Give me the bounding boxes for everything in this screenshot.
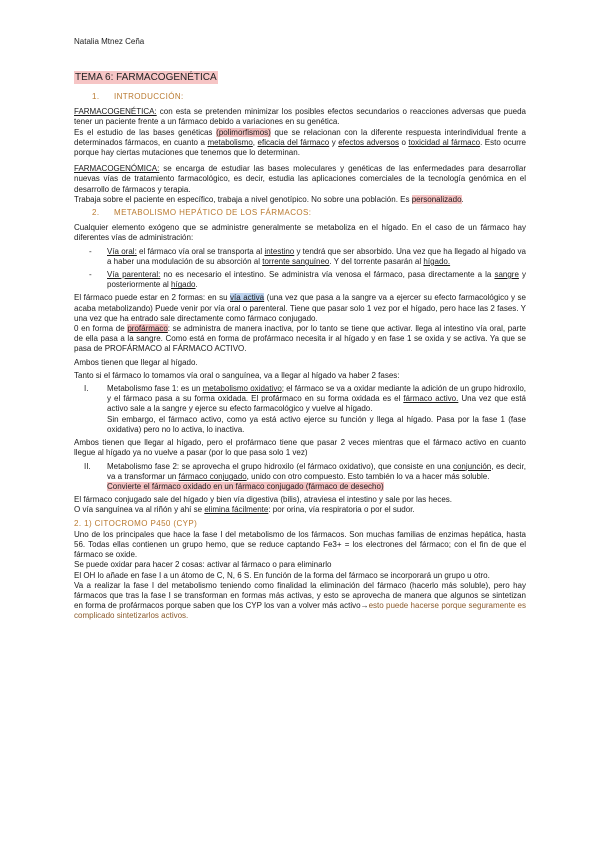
underline-intestino: intestino <box>264 246 295 256</box>
document-content <box>74 71 526 625</box>
paragraph-text: . <box>195 280 198 290</box>
section-number: 2. <box>92 208 100 218</box>
underline-metabolismo: metabolismo <box>207 137 253 147</box>
paragraph-profarmaco-dos-veces: Ambos tienen que llegar al hígado, pero el profármaco tiene que pasar 2 veces mientras que el fármaco activo en cuanto llegue al hígado ya no vuelve a pasar (por lo que pasa solo 1 vez) <box>74 438 526 458</box>
underline-sangre: sangre <box>494 270 519 280</box>
document-title: TEMA 6: FARMACOGENÉTICA <box>75 72 217 83</box>
paragraph-text: o <box>398 137 409 147</box>
underline-conjuncion: conjunción, <box>452 461 494 471</box>
paragraph-farmacogenetica <box>74 107 526 127</box>
paragraph-text: el fármaco vía oral se transporta al <box>136 246 265 256</box>
underline-toxicidad: toxicidad al fármaco <box>408 137 481 147</box>
paragraph-oxidar: Se puede oxidar para hacer 2 cosas: activar al fármaco o para eliminarlo <box>74 560 332 570</box>
paragraph-dos-fases: Tanto si el fármaco lo tomamos vía oral o sanguínea, va a llegar al hígado va haber 2 fases: <box>74 370 400 380</box>
underline-via-oral: Vía oral: <box>107 246 137 256</box>
paragraph-text: Va a realizar la fase I del metabolismo teniendo como finalidad la eliminación del fármaco (hacerlo más soluble), pero hay fármacos que tras la fase I se transforman en formas más activas, y esto se aprovecha de manera que algunos se sintetizan en forma de profármacos porque saben que los CYP los van a volver más activo <box>74 580 526 611</box>
paragraph-text: El fármaco puede estar en 2 formas: en su <box>74 293 231 303</box>
bullet-dash: - <box>89 270 92 280</box>
paragraph-text: . <box>461 194 464 204</box>
section-heading-citocromo: 2. 1) CITOCROMO P450 (CYP) <box>74 518 198 528</box>
paragraph-estudio-bases <box>74 128 526 159</box>
roman-numeral: II. <box>84 461 91 471</box>
paragraph-text: Una vez que está activo sale a la sangre y ejerce su efecto farmacológico y vuelve al hígado. <box>107 394 526 414</box>
paragraph-oh: El OH lo añade en fase I a un átomo de C, N, 6 S. En función de la forma del fármaco se incorporará un grupo u otro. <box>74 570 490 580</box>
roman-numeral: I. <box>84 384 89 394</box>
bullet-dash: - <box>89 246 92 256</box>
paragraph-formas-farmaco <box>74 293 526 324</box>
paragraph-text: se encarga de estudiar las bases moleculares y genéticas de las enfermedades para desarrollar nuevas vías de tratamiento farmacológico, es decir, estudia las aplicaciones comerciales de la tecnología genómica en el desarrollo de fármacos y terapia. <box>74 164 526 194</box>
term-farmacogenomica: FARMACOGENÓMICA: <box>74 164 160 174</box>
section-number: 1. <box>92 92 100 101</box>
paragraph-text: ; el fármaco se va a oxidar mediante la adición de un grupo hidroxilo, y el fármaco pasa a su forma oxidada. El profármaco en su forma oxidada es el <box>107 384 527 404</box>
paragraph-via-sanguinea <box>74 505 526 515</box>
underline-metabolismo-oxidativo: metabolismo oxidativo <box>202 384 282 394</box>
section-heading-introduccion <box>92 92 526 102</box>
paragraph-text: : se administra de manera inactiva, por lo tanto se tiene que activar. llega al intestino vía oral, parte de ella pasa a la sangre. Como está en forma de profármaco necesita ir al hígado y en fase 1 se oxida y se activa. Ya que se pasa de PROFÁRMACO al FÁRMACO ACTIVO. <box>74 324 527 354</box>
paragraph-text: con esta se pretenden minimizar los posibles efectos secundarios o reacciones adversas que pueda tener un paciente frente a un fármaco debido a variaciones en su genética. <box>74 107 526 127</box>
paragraph-text: Metabolismo fase 1: es un <box>107 384 203 394</box>
paragraph-text: y posteriormente al <box>107 270 526 290</box>
paragraph-text: Trabaja sobre el paciente en específico, trabaja a nivel genotípico. No sobre una población. Es <box>74 194 412 204</box>
section-heading-metabolismo <box>92 208 526 218</box>
highlight-profarmaco: profármaco <box>127 324 168 334</box>
list-item-fase-1 <box>74 384 526 435</box>
paragraph-ambos-higado: Ambos tienen que llegar al hígado. <box>74 357 198 367</box>
paragraph-text: , unido con otro compuesto. Esto también lo va a hacer más soluble. <box>246 471 490 481</box>
paragraph-text: . Y del torrente pasarán al <box>329 256 424 266</box>
underline-torrente: torrente sanguíneo <box>262 256 330 266</box>
underline-efectos-adversos: efectos adversos <box>338 137 399 147</box>
underline-via-parenteral: Vía parenteral: <box>107 270 161 280</box>
paragraph-text: (una vez que pasa a la sangre va a ejercer su efecto farmacológico y se acaba metabolizando) Puede venir por vía oral o parenteral. Tiene que pasar solo 1 vez por el hígado, pero hace las 2 fases. Y una vez que ha entrado sale directamente como fármaco conjugado. <box>74 293 526 323</box>
underline-higado: hígado <box>171 280 196 290</box>
highlight-via-activa: vía activa <box>230 293 265 303</box>
paragraph-text: no es necesario el intestino. Se administra vía venosa el fármaco, pasa directamente a la <box>160 270 495 280</box>
underline-elimina: elimina fácilmente <box>204 505 269 515</box>
highlight-personalizado: personalizado <box>411 194 462 204</box>
paragraph-text: Metabolismo fase 2: se aprovecha el grupo hidroxilo (el fármaco oxidativo), que consiste en una <box>107 461 453 471</box>
paragraph-text: Sin embargo, el fármaco activo, como ya está activo ejerce su función y llega al hígado. Pasa por la fase 1 (fase oxidativa) pero no lo activa, lo inactiva. <box>107 414 526 434</box>
paragraph-text: : por orina, vía respiratoria o por el sudor. <box>268 505 415 515</box>
paragraph-text: 0 en forma de <box>74 324 128 334</box>
arrow-right-icon: → <box>360 601 369 611</box>
underline-farmaco-conjugado: fármaco conjugado <box>178 471 247 481</box>
underline-farmaco-activo: fármaco activo. <box>403 394 459 404</box>
list-item-fase-2 <box>74 462 526 493</box>
paragraph-text: y tendrá que ser absorbido. Una vez que ha llegado al hígado va a haber una modulación de su absorción al <box>107 246 526 266</box>
section-title: METABOLISMO HEPÁTICO DE LOS FÁRMACOS: <box>114 208 312 218</box>
paragraph-text: que se relacionan con la diferente respuesta interindividual frente a determinados fármacos, en cuanto a <box>74 127 526 147</box>
paragraph-text: Es el estudio de las bases genéticas <box>74 127 217 137</box>
author-name: Natalia Mtnez Ceña <box>74 37 145 46</box>
paragraph-fase-i-cyp <box>74 581 526 622</box>
paragraph-conjugado-sale: El fármaco conjugado sale del hígado y bien vía digestiva (bilis), atraviesa el intestino y sale por las heces. <box>74 495 452 505</box>
list-item-via-parenteral <box>74 270 526 290</box>
paragraph-farmacogenomica <box>74 164 526 195</box>
underline-eficacia: eficacia del fármaco <box>257 137 330 147</box>
paragraph-elemento-exogeno: Cualquier elemento exógeno que se administre generalmente se metaboliza en el hígado. En el caso de un fármaco hay diferentes vías de administración: <box>74 223 526 243</box>
paragraph-text: O vía sanguínea va al riñón y ahí se <box>74 505 205 515</box>
paragraph-text: , <box>252 137 258 147</box>
paragraph-text: y <box>329 137 339 147</box>
section-title: INTRODUCCIÓN: <box>114 92 184 101</box>
list-item-via-oral <box>74 247 526 267</box>
paragraph-text: es decir, va a transformar un <box>107 461 527 481</box>
term-farmacogenetica: FARMACOGENÉTICA: <box>74 107 157 117</box>
paragraph-personalizado <box>74 195 526 205</box>
highlight-convierte: Convierte el fármaco oxidado en un fármaco conjugado (fármaco de desecho) <box>107 481 384 491</box>
highlight-polimorfismos: (polimorfismos) <box>216 127 271 137</box>
paragraph-profarmaco <box>74 324 526 355</box>
paragraph-text: esto puede hacerse porque seguramente es complicado sintetizarlos activos. <box>74 601 526 621</box>
underline-higado: hígado. <box>423 256 451 266</box>
paragraph-text: . Esto ocurre porque hay ciertas mutaciones que tenemos que lo determinan. <box>74 137 526 158</box>
paragraph-cyp-principales: Uno de los principales que hace la fase I del metabolismo de los fármacos. Son muchas familias de enzimas hepática, hasta 56. Todas ellas contienen un grupo hemo, que se reduce captando Fe3+ = los electrones del fármaco; con el fin de que el fármaco se oxide. <box>74 529 526 560</box>
